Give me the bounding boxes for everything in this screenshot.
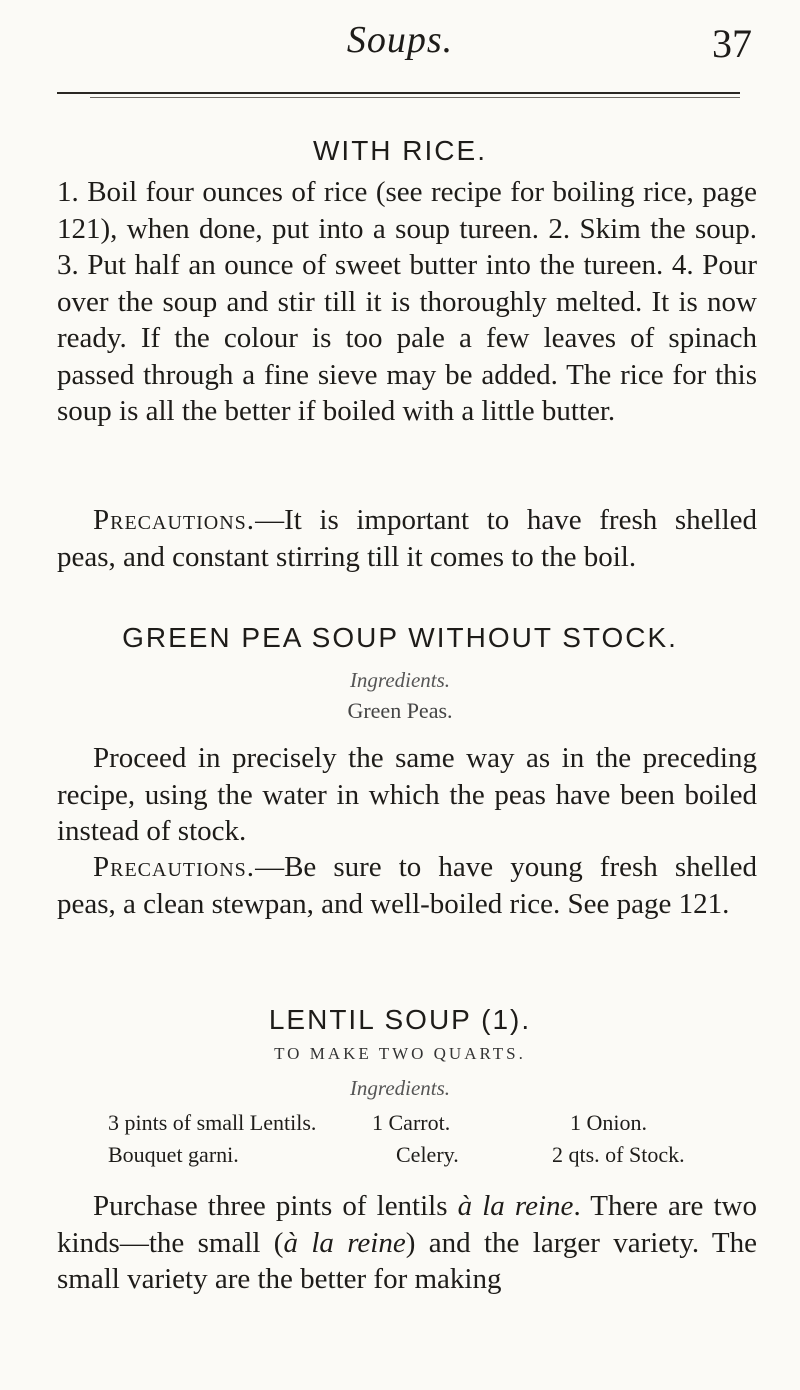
green-pea-ingredients-label: Ingredients. — [349, 668, 451, 692]
ingredient-celery: Celery. — [396, 1142, 459, 1167]
precautions-label: Precautions. — [93, 504, 256, 536]
ingredient-lentils: 3 pints of small Lentils. — [108, 1110, 317, 1135]
with-rice-paragraph: 1. Boil four ounces of rice (see recipe for boiling rice, page 121), when done, put into a soup tureen. 2. Skim the soup. 3. Put half an ounce of sweet butter into the tureen. 4. Pour over the soup and stir till it is thoroughly melted. It is now ready. If the colour is too pale a few leaves of spinach passed through a fine sieve may be added. The rice for this soup is all the better if boiled with a little butter. — [57, 176, 757, 427]
lentil-ital-1: à la reine — [457, 1190, 574, 1222]
ingredient-carrot: 1 Carrot. — [372, 1110, 451, 1135]
lentil-subheading: TO MAKE TWO QUARTS. — [274, 1044, 526, 1063]
green-pea-ingredients: Green Peas. — [347, 698, 453, 723]
precautions-text: —It is important to have fresh shelled peas, and constant stirring till it comes to the boil. — [57, 504, 757, 573]
lentil-text-1: Purchase three pints of lentils — [93, 1190, 458, 1222]
lentil-paragraph — [57, 1188, 757, 1298]
green-pea-paragraph: Proceed in precisely the same way as in the preceding recipe, using the water in which the peas have been boiled instead of stock. — [57, 742, 757, 847]
lentil-text-2: . There are two kinds—the small ( — [57, 1190, 758, 1259]
lentil-text-3: ) and the larger variety. The small variety are the better for making — [57, 1226, 757, 1295]
precautions-label: Precautions. — [93, 851, 256, 883]
lentil-ingredients-row-2 — [0, 1142, 800, 1172]
lentil-ingredients-row-1 — [0, 1110, 800, 1140]
running-head — [0, 6, 800, 86]
section-heading-with-rice: WITH RICE. — [313, 135, 487, 166]
lentil-ital-2: à la reine — [283, 1226, 406, 1259]
header-rule-thin — [90, 97, 740, 98]
with-rice-precautions — [57, 502, 757, 575]
lentil-ingredients-label: Ingredients. — [349, 1076, 451, 1100]
section-heading-green-pea: GREEN PEA SOUP WITHOUT STOCK. — [122, 622, 678, 653]
header-rule — [57, 92, 740, 94]
ingredient-stock: 2 qts. of Stock. — [552, 1142, 685, 1167]
ingredient-onion: 1 Onion. — [570, 1110, 647, 1135]
page-number: 37 — [712, 21, 752, 66]
precautions-text: —Be sure to have young fresh shelled peas, a clean stewpan, and well-boiled rice. See page 121. — [57, 851, 757, 920]
section-heading-lentil: LENTIL SOUP (1). — [268, 1004, 532, 1035]
ingredient-bouquet-garni: Bouquet garni. — [108, 1142, 239, 1167]
green-pea-precautions — [57, 849, 757, 922]
running-title: Soups. — [346, 19, 454, 61]
